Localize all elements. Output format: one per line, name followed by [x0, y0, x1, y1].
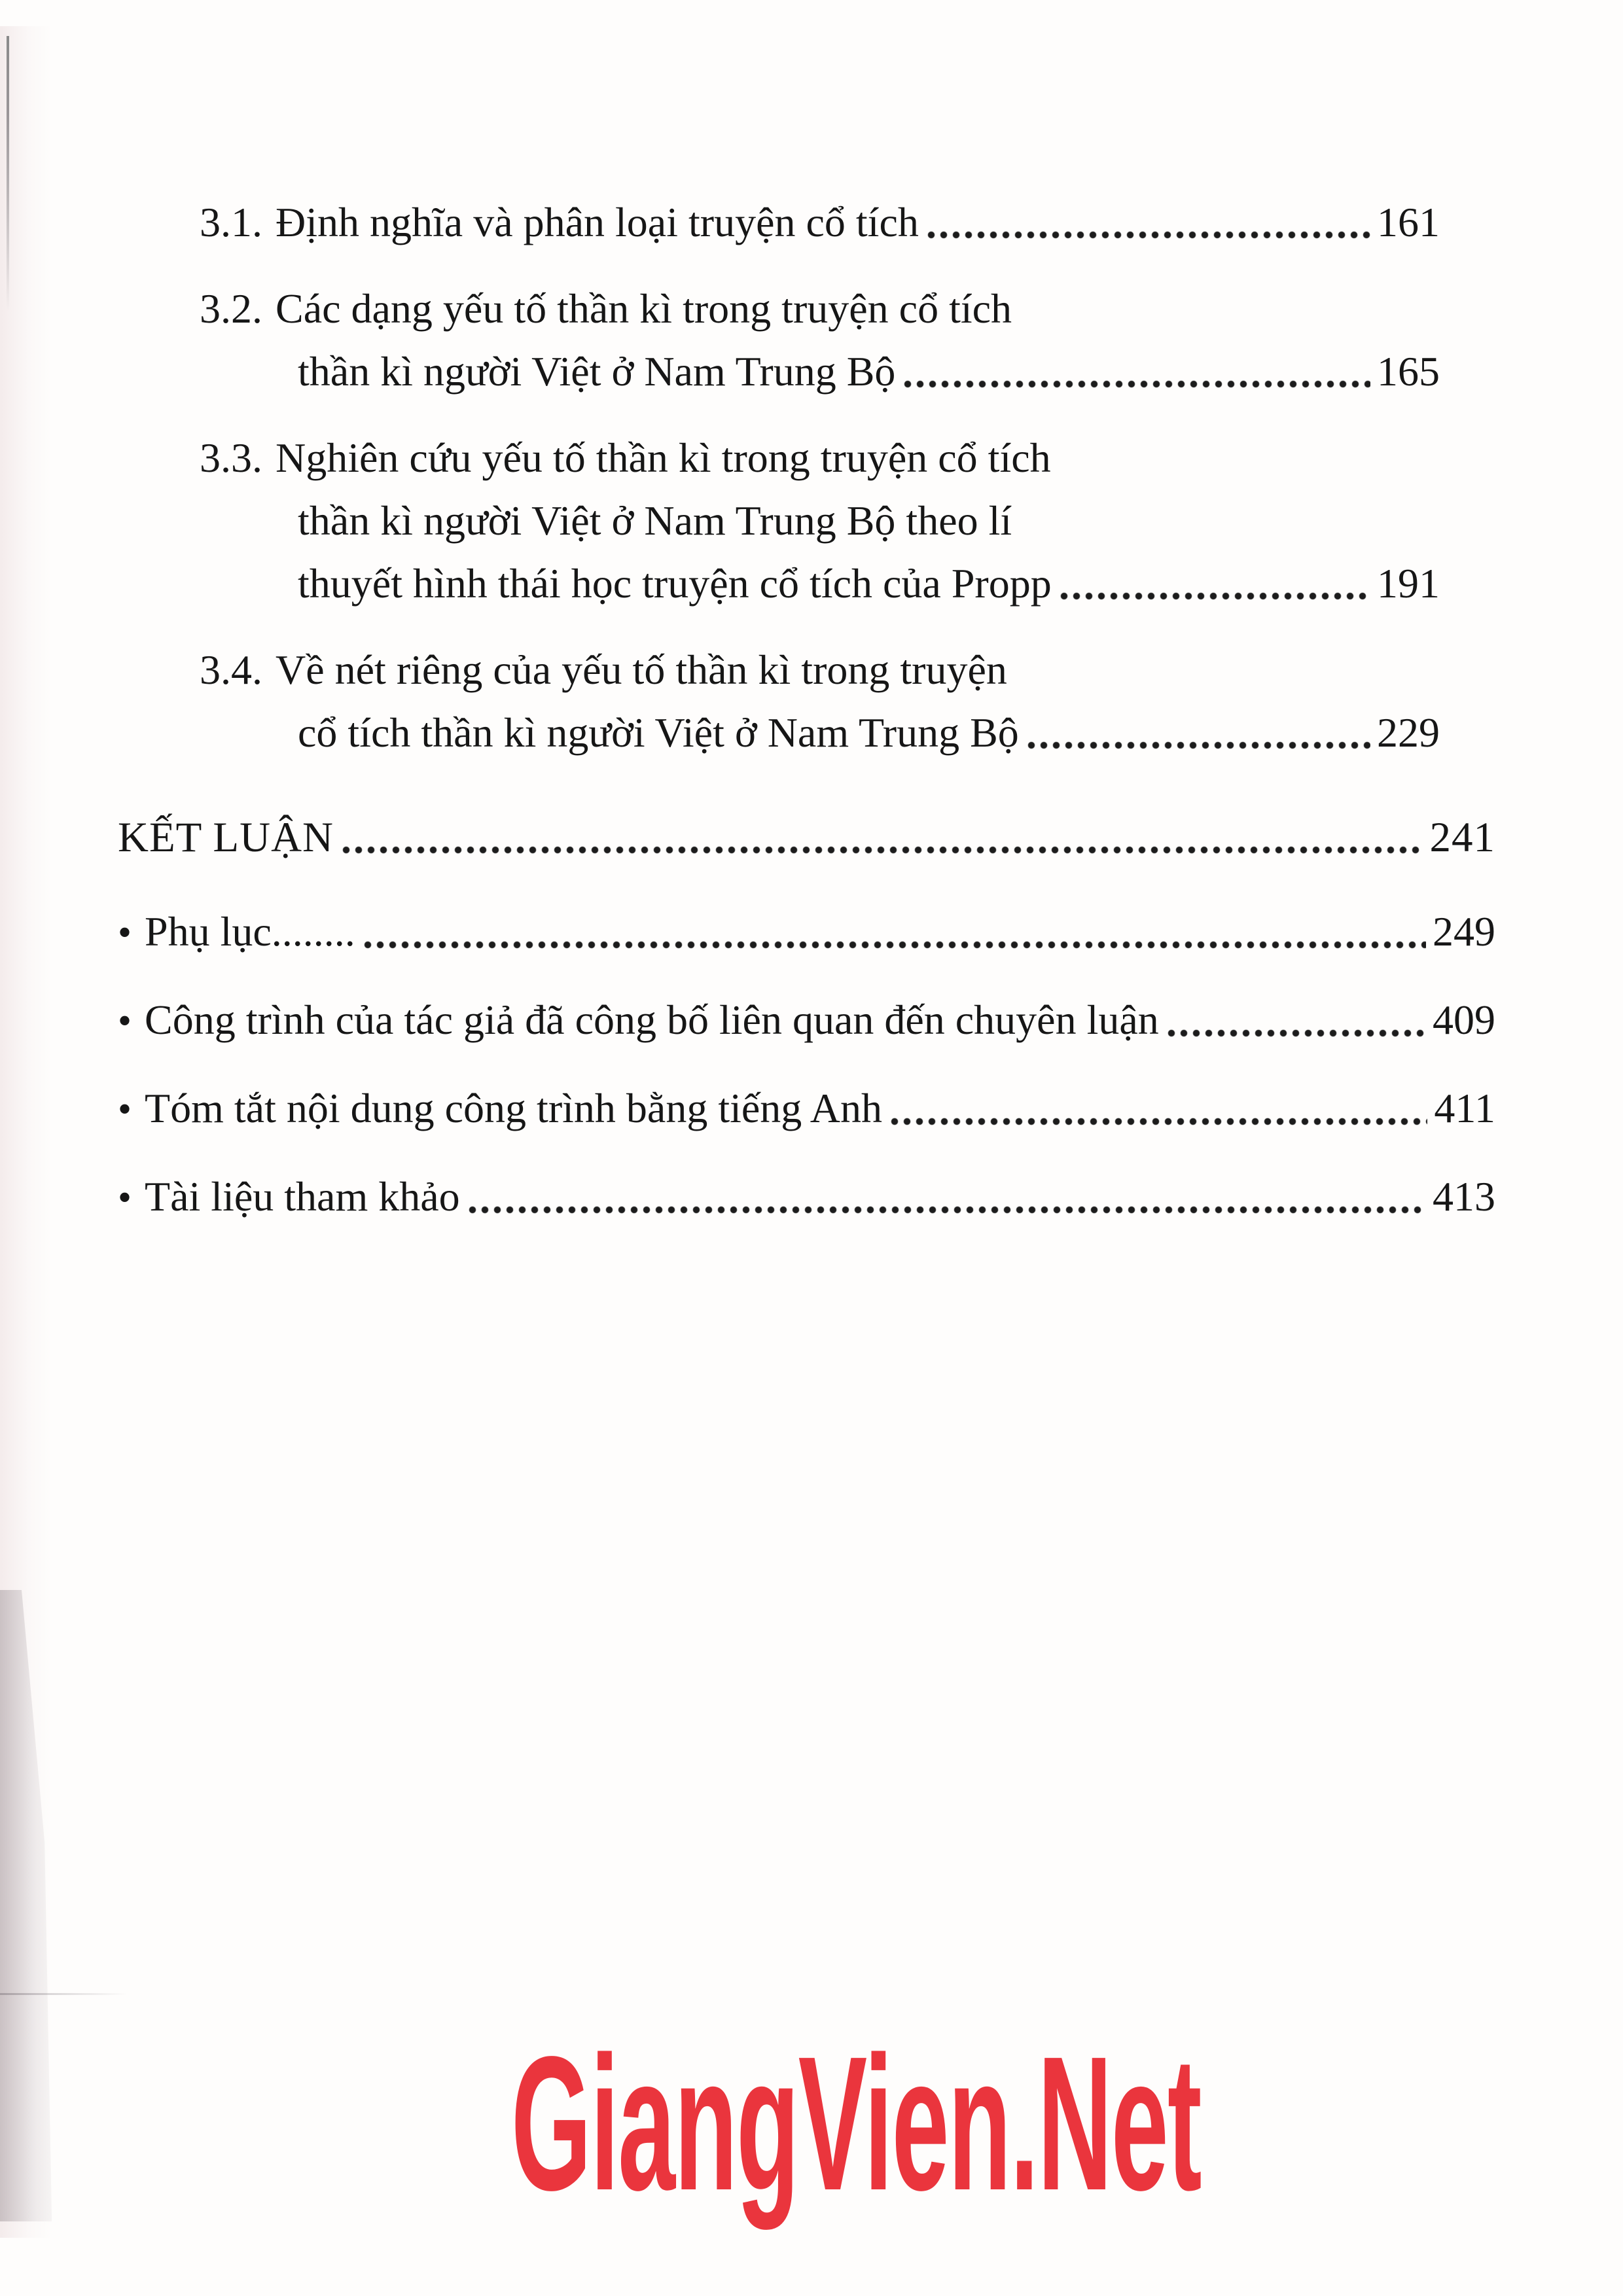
- toc-line: [200, 340, 1440, 403]
- bullet-icon: •: [118, 911, 132, 954]
- entry-number: 3.4.: [200, 646, 262, 693]
- toc-line: [200, 191, 1440, 254]
- dot-leader: [1167, 1029, 1426, 1038]
- conclusion-row: [118, 806, 1495, 869]
- dot-leader: [468, 1206, 1426, 1214]
- page-number: 413: [1433, 1173, 1495, 1220]
- toc-entry-3-4: [200, 639, 1440, 764]
- page-number: 161: [1377, 199, 1440, 245]
- dot-leader: [1027, 741, 1370, 750]
- entry-text: Định nghĩa và phân loại truyện cổ tích: [276, 199, 919, 245]
- entry-text: Nghiên cứu yếu tố thần kì trong truyện cổ tích: [276, 434, 1051, 481]
- bullet-item-cong-trinh: [118, 989, 1495, 1052]
- bullet-label: Công trình của tác giả đã công bố liên quan đến chuyên luận: [145, 997, 1159, 1043]
- toc-entry-3-2: [200, 277, 1440, 403]
- toc-tail: [118, 806, 1495, 1229]
- page-number: 249: [1433, 908, 1495, 955]
- bullet-label: Tài liệu tham khảo: [145, 1173, 460, 1220]
- dot-leader: [927, 231, 1370, 239]
- conclusion-label: KẾT LUẬN: [118, 814, 334, 861]
- toc-sections: [200, 191, 1440, 764]
- toc-line: [200, 639, 1440, 701]
- bullet-icon: •: [118, 1087, 132, 1131]
- dot-leader: [1060, 592, 1370, 601]
- page-curl-crease: [0, 1993, 141, 1995]
- entry-number: 3.3.: [200, 434, 262, 481]
- dot-leader: [342, 846, 1423, 855]
- page-number: 241: [1429, 814, 1495, 861]
- bullet-label: Phụ lục........: [145, 908, 355, 955]
- page-number: 409: [1433, 997, 1495, 1043]
- bullet-item-tom-tat: [118, 1077, 1495, 1140]
- bullet-icon: •: [118, 999, 132, 1042]
- page-number: 165: [1377, 348, 1440, 395]
- entry-text: thần kì người Việt ở Nam Trung Bộ theo lí: [298, 497, 1012, 544]
- dot-leader: [903, 380, 1370, 389]
- toc-entry-3-1: [200, 191, 1440, 254]
- bullet-item-tai-lieu: [118, 1165, 1495, 1229]
- table-of-contents: [0, 191, 1623, 1229]
- dot-leader: [890, 1118, 1427, 1126]
- page-number: 229: [1377, 709, 1440, 756]
- toc-line: [200, 277, 1440, 340]
- toc-line: [200, 552, 1440, 615]
- entry-text: Về nét riêng của yếu tố thần kì trong truyện: [276, 646, 1007, 693]
- entry-number: 3.2.: [200, 285, 262, 332]
- dot-leader: [363, 941, 1426, 949]
- entry-number: 3.1.: [200, 199, 262, 245]
- bullet-icon: •: [118, 1176, 132, 1219]
- page-number: 191: [1377, 560, 1440, 607]
- entry-text: Các dạng yếu tố thần kì trong truyện cổ tích: [276, 285, 1012, 332]
- toc-bullets: [118, 900, 1495, 1229]
- toc-entry-3-3: [200, 427, 1440, 615]
- bullet-label: Tóm tắt nội dung công trình bằng tiếng Anh: [145, 1085, 882, 1131]
- watermark-text: GiangVien.Net: [511, 2017, 1201, 2230]
- entry-text: thuyết hình thái học truyện cổ tích của Propp: [298, 560, 1052, 607]
- entry-text: thần kì người Việt ở Nam Trung Bộ: [298, 348, 896, 395]
- entry-text: cổ tích thần kì người Việt ở Nam Trung Bộ: [298, 709, 1019, 756]
- page-number: 411: [1434, 1085, 1495, 1131]
- toc-line: [200, 489, 1440, 552]
- toc-line: [200, 427, 1440, 489]
- page-curl-shadow: [0, 1590, 72, 2221]
- toc-line: [200, 701, 1440, 764]
- bullet-item-phu-luc: [118, 900, 1495, 964]
